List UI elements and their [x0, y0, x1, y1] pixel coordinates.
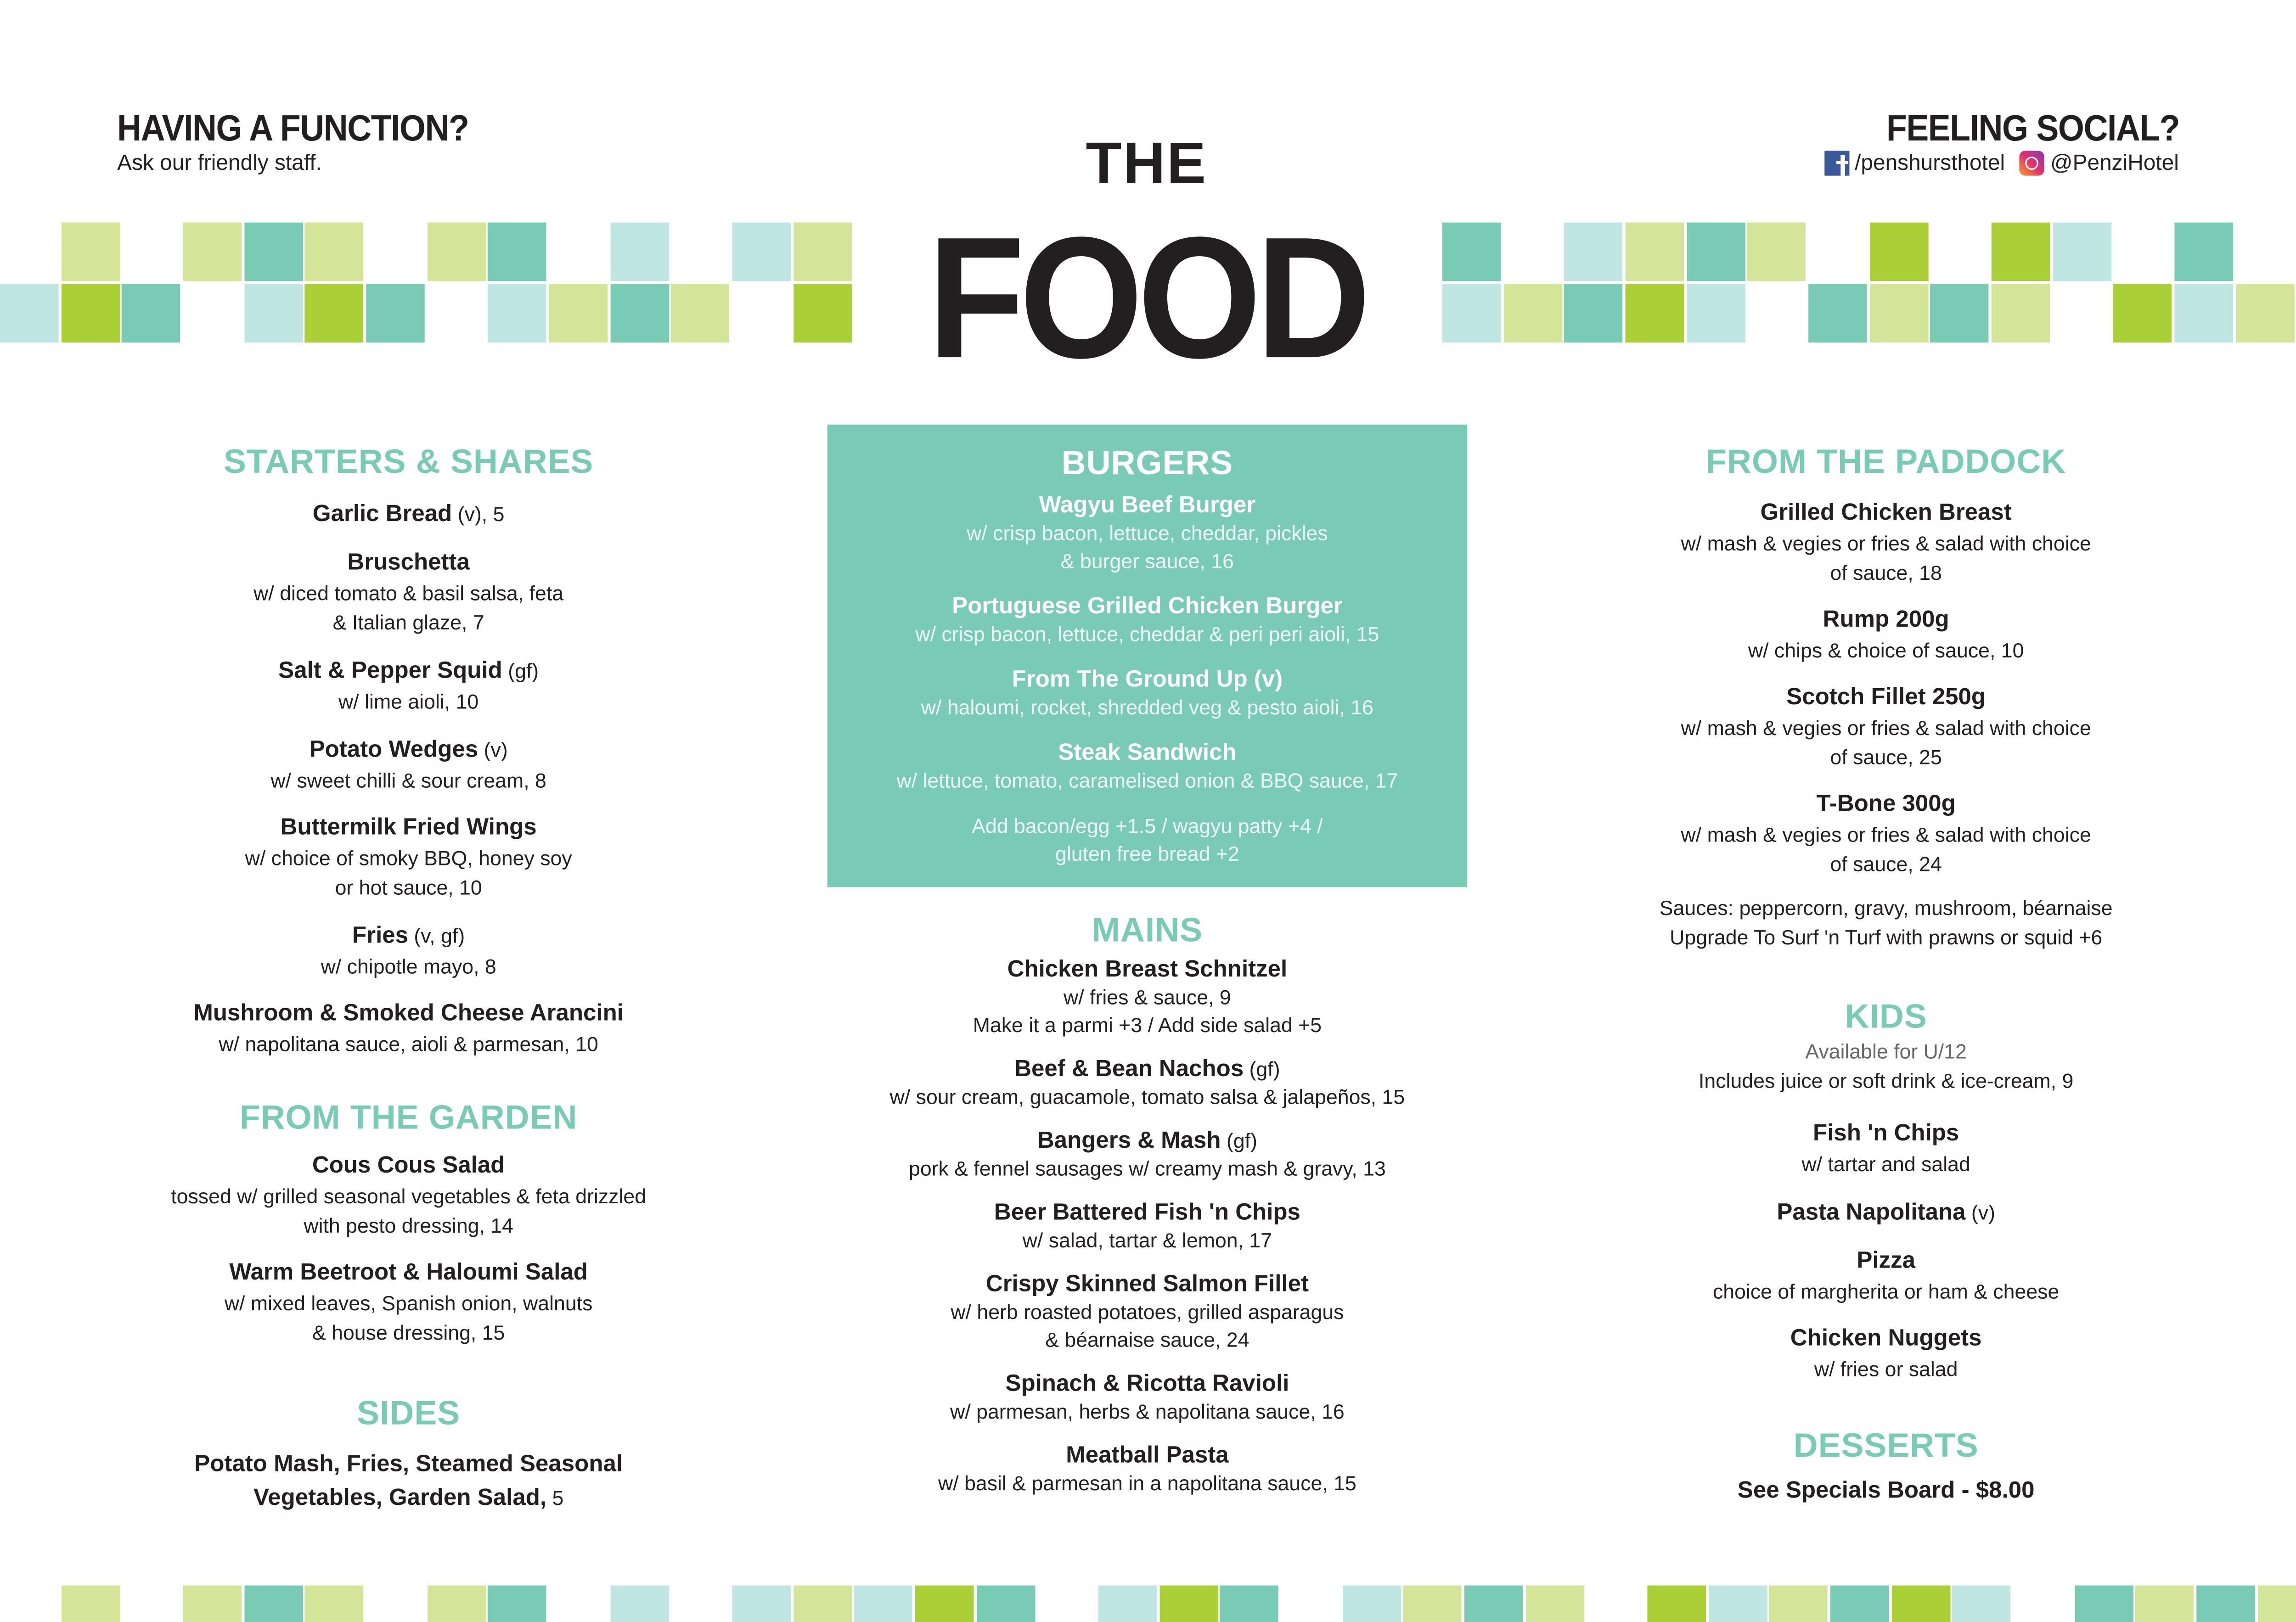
item-name: Salt & Pepper Squid: [278, 658, 502, 684]
menu-item: [116, 1152, 702, 1240]
surf-turf-note: Upgrade To Surf 'n Turf with prawns or squid +6: [1670, 925, 2103, 949]
tile: [732, 223, 791, 281]
function-block: [117, 108, 499, 176]
tile: [1403, 1585, 1462, 1622]
starters-section: [116, 441, 702, 1078]
item-name: Grilled Chicken Breast: [1760, 500, 2012, 526]
tile: [2235, 284, 2294, 343]
item-description: Make it a parmi +3 / Add side salad +5: [973, 1013, 1322, 1037]
item-description: of sauce, 18: [1830, 561, 1942, 584]
function-heading: HAVING A FUNCTION?: [117, 108, 469, 150]
tile: [61, 1585, 120, 1622]
desserts-text: See Specials Board - $8.00: [1737, 1478, 2035, 1504]
menu-item-list: [116, 499, 702, 1058]
item-description: w/ mixed leaves, Spanish onion, walnuts: [224, 1291, 593, 1315]
tile: [1808, 284, 1867, 343]
item-description: tossed w/ grilled seasonal vegetables & feta drizzled: [171, 1184, 647, 1208]
tile: [305, 1585, 364, 1622]
burger-extras: Add bacon/egg +1.5 / wagyu patty +4 /: [972, 814, 1323, 837]
title-the: THE: [1086, 131, 1208, 196]
social-heading: FEELING SOCIAL?: [1885, 108, 2179, 150]
menu-item: [116, 921, 702, 981]
menu-item: [116, 1000, 702, 1059]
item-description: w/ sweet chilli & sour cream, 8: [270, 769, 546, 792]
tile: [1953, 1585, 2011, 1622]
sauces-note: Sauces: peppercorn, gravy, mushroom, béarnaise: [1659, 896, 2113, 920]
menu-item: [1593, 606, 2179, 665]
tile: [427, 1585, 486, 1622]
menu-item: [1593, 684, 2179, 771]
tile: [610, 284, 669, 343]
menu-item: [116, 814, 702, 902]
tile: [2197, 1585, 2256, 1622]
tile: [671, 284, 730, 343]
menu-item-list: [1593, 499, 2179, 878]
item-description: w/ diced tomato & basil salsa, feta: [253, 581, 564, 605]
tile: [793, 1585, 852, 1622]
tile: [0, 284, 59, 343]
item-name: Rump 200g: [1823, 607, 1949, 633]
item-name: Wagyu Beef Burger: [1039, 493, 1256, 518]
tile: [1564, 223, 1623, 281]
tile: [305, 284, 364, 343]
title-food: FOOD: [928, 202, 1366, 395]
kids-section: [1593, 995, 2179, 1402]
tile: [488, 284, 547, 343]
item-name: T-Bone 300g: [1816, 792, 1956, 817]
item-name: Bruschetta: [347, 550, 470, 576]
tile: [488, 1585, 547, 1622]
menu-item: [827, 1370, 1468, 1426]
item-name: Beer Battered Fish 'n Chips: [994, 1200, 1300, 1226]
item-description: w/ chipotle mayo, 8: [321, 954, 496, 978]
tile: [1891, 1585, 1950, 1622]
item-name: Crispy Skinned Salmon Fillet: [985, 1272, 1309, 1297]
tile: [1525, 1585, 1584, 1622]
item-description: w/ herb roasted potatoes, grilled asparagus: [951, 1300, 1344, 1324]
tile: [793, 223, 852, 281]
section-title: SIDES: [357, 1393, 461, 1432]
sides-line: Potato Mash, Fries, Steamed Seasonal: [194, 1452, 623, 1477]
item-description: choice of margherita or ham & cheese: [1712, 1280, 2060, 1303]
item-description: w/ lettuce, tomato, caramelised onion & BBQ sauce, 17: [896, 769, 1398, 792]
tile: [366, 284, 425, 343]
sides-section: [116, 1392, 702, 1515]
tile: [2075, 1585, 2133, 1622]
tile: [2136, 1585, 2195, 1622]
tile: [305, 223, 364, 281]
tile: [1648, 1585, 1706, 1622]
instagram-handle[interactable]: @PenziHotel: [2050, 151, 2179, 176]
sides-price: 5: [546, 1486, 564, 1510]
menu-item: [827, 666, 1468, 722]
item-name: Mushroom & Smoked Cheese Arancini: [193, 1001, 624, 1027]
tile: [61, 284, 120, 343]
tile: [2257, 1585, 2296, 1622]
item-description: & béarnaise sauce, 24: [1045, 1328, 1249, 1352]
tile: [610, 1585, 669, 1622]
tile: [244, 223, 303, 281]
tile: [2174, 223, 2233, 281]
tile: [1830, 1585, 1889, 1622]
menu-item: [827, 1271, 1468, 1354]
social-block: [1824, 108, 2179, 176]
item-tag: (v): [478, 738, 508, 762]
section-title: DESSERTS: [1793, 1426, 1979, 1464]
menu-item: [827, 1442, 1468, 1498]
menu-item: [827, 739, 1468, 795]
tile: [1869, 223, 1928, 281]
item-name: Potato Wedges: [309, 738, 478, 763]
paddock-section: [1593, 441, 2179, 952]
item-name: Cous Cous Salad: [312, 1153, 505, 1179]
menu-item-list: [827, 956, 1468, 1498]
item-tag: (v, gf): [408, 924, 465, 948]
tile: [1159, 1585, 1218, 1622]
tile: [2114, 284, 2172, 343]
tile: [976, 1585, 1035, 1622]
tile: [793, 284, 852, 343]
tile: [1098, 1585, 1157, 1622]
tile: [1992, 284, 2050, 343]
menu-item: [116, 1259, 702, 1347]
item-description: of sauce, 25: [1830, 745, 1942, 769]
item-name: Portuguese Grilled Chicken Burger: [952, 594, 1343, 619]
menu-item: [1593, 1197, 2179, 1228]
facebook-handle[interactable]: /penshursthotel: [1855, 151, 2005, 176]
tile: [183, 223, 242, 281]
item-description: w/ sour cream, guacamole, tomato salsa & jalapeños, 15: [889, 1084, 1405, 1108]
tile: [1564, 284, 1623, 343]
item-description: w/ mash & vegies or fries & salad with choice: [1681, 531, 2091, 555]
menu-item: [1593, 1247, 2179, 1306]
item-description: with pesto dressing, 14: [304, 1213, 513, 1237]
item-description: w/ fries & sauce, 9: [1064, 985, 1231, 1009]
tile: [1626, 284, 1684, 343]
tile: [1992, 223, 2050, 281]
item-name: Chicken Nuggets: [1790, 1326, 1982, 1352]
item-description: pork & fennel sausages w/ creamy mash & gravy, 13: [908, 1156, 1386, 1180]
burger-extras: gluten free bread +2: [1055, 842, 1239, 865]
item-name: Spinach & Ricotta Ravioli: [1005, 1371, 1289, 1397]
item-name: Garlic Bread: [312, 502, 452, 527]
menu-item-list: [116, 1152, 702, 1347]
item-description: w/ crisp bacon, lettuce, cheddar & peri peri aioli, 15: [915, 622, 1379, 646]
section-title: FROM THE GARDEN: [239, 1098, 578, 1136]
tile: [1342, 1585, 1401, 1622]
tile: [1221, 1585, 1279, 1622]
tile: [2174, 284, 2233, 343]
menu-item: [116, 656, 702, 716]
tile: [244, 284, 303, 343]
item-description: w/ fries or salad: [1814, 1357, 1958, 1381]
item-description: w/ salad, tartar & lemon, 17: [1022, 1228, 1272, 1252]
section-title: MAINS: [1092, 910, 1203, 949]
item-description: w/ parmesan, herbs & napolitana sauce, 16: [950, 1399, 1345, 1423]
tile: [1747, 223, 1806, 281]
tile: [1442, 223, 1501, 281]
tile: [1869, 284, 1928, 343]
item-name: Beef & Bean Nachos: [1014, 1057, 1244, 1082]
item-name: Fries: [352, 924, 409, 949]
tile: [183, 1585, 242, 1622]
tile: [1769, 1585, 1828, 1622]
tile: [122, 284, 181, 343]
item-description: w/ tartar and salad: [1801, 1152, 1970, 1176]
tile: [1930, 284, 1989, 343]
tile: [854, 1585, 913, 1622]
menu-item: [1593, 791, 2179, 878]
menu-item: [1593, 1325, 2179, 1384]
item-tag: (gf): [502, 658, 539, 682]
item-name: Fish 'n Chips: [1813, 1121, 1959, 1146]
item-description: of sauce, 24: [1830, 852, 1942, 876]
mains-section: [827, 909, 1468, 1514]
item-tag: (v), 5: [452, 502, 505, 526]
item-description: & Italian glaze, 7: [332, 610, 484, 634]
menu-item: [827, 492, 1468, 575]
section-title: STARTERS & SHARES: [223, 442, 594, 480]
tile: [1503, 284, 1562, 343]
menu-item: [1593, 499, 2179, 587]
item-tag: (v): [1965, 1200, 1995, 1224]
tile: [915, 1585, 974, 1622]
menu-item: [827, 1127, 1468, 1183]
item-name: Scotch Fillet 250g: [1786, 685, 1986, 710]
page-title: [908, 129, 1385, 398]
item-name: From The Ground Up (v): [1012, 668, 1283, 693]
section-title: BURGERS: [1061, 443, 1233, 482]
item-name: Buttermilk Fried Wings: [280, 815, 537, 841]
section-title: FROM THE PADDOCK: [1706, 442, 2066, 480]
item-name: Chicken Breast Schnitzel: [1007, 957, 1288, 982]
item-name: Bangers & Mash: [1037, 1128, 1221, 1154]
tile: [244, 1585, 303, 1622]
item-description: w/ crisp bacon, lettuce, cheddar, pickles: [967, 521, 1328, 545]
item-name: Pizza: [1857, 1249, 1915, 1274]
instagram-icon[interactable]: [2020, 151, 2044, 175]
menu-item-list: [1593, 1120, 2179, 1383]
burgers-section: [827, 425, 1468, 887]
menu-item: [116, 549, 702, 637]
tile: [1709, 1585, 1767, 1622]
item-description: w/ napolitana sauce, aioli & parmesan, 10: [219, 1032, 598, 1056]
tile: [488, 223, 547, 281]
item-description: w/ mash & vegies or fries & salad with choice: [1681, 823, 2091, 847]
item-description: & burger sauce, 16: [1060, 549, 1234, 572]
item-description: w/ lime aioli, 10: [338, 689, 479, 713]
tile: [1626, 223, 1684, 281]
tile: [2053, 223, 2111, 281]
item-tag: (gf): [1244, 1057, 1280, 1081]
item-name: Warm Beetroot & Haloumi Salad: [229, 1260, 588, 1285]
tile: [732, 1585, 791, 1622]
sides-line: Vegetables, Garden Salad,: [253, 1486, 547, 1511]
facebook-icon[interactable]: [1824, 151, 1849, 175]
kids-includes: Includes juice or soft drink & ice-cream, 9: [1699, 1068, 2074, 1092]
tile: [1442, 284, 1501, 343]
item-name: Pasta Napolitana: [1777, 1200, 1966, 1226]
function-subtext: Ask our friendly staff.: [117, 151, 322, 176]
menu-item: [827, 593, 1468, 648]
menu-item: [1593, 1120, 2179, 1179]
item-name: Meatball Pasta: [1066, 1443, 1229, 1469]
item-description: w/ chips & choice of sauce, 10: [1748, 638, 2024, 662]
kids-availability: Available for U/12: [1805, 1039, 1967, 1063]
menu-item: [827, 1199, 1468, 1255]
tile: [1464, 1585, 1523, 1622]
item-tag: (gf): [1221, 1128, 1257, 1152]
item-description: & house dressing, 15: [312, 1320, 505, 1344]
garden-section: [116, 1096, 702, 1366]
desserts-section: [1593, 1425, 2179, 1507]
item-description: w/ basil & parmesan in a napolitana sauce, 15: [938, 1471, 1356, 1495]
tile: [1686, 223, 1745, 281]
item-description: w/ choice of smoky BBQ, honey soy: [245, 846, 572, 870]
tile: [549, 284, 608, 343]
item-description: or hot sauce, 10: [335, 875, 482, 899]
tile: [1686, 284, 1745, 343]
menu-item: [827, 1055, 1468, 1111]
menu-item: [827, 956, 1468, 1039]
menu-item: [116, 735, 702, 795]
menu-item-list: [827, 492, 1468, 795]
item-description: w/ mash & vegies or fries & salad with choice: [1681, 716, 2091, 740]
tile: [610, 223, 669, 281]
section-title: KIDS: [1845, 997, 1927, 1035]
menu-item: [116, 499, 702, 530]
tile: [61, 223, 120, 281]
item-description: w/ haloumi, rocket, shredded veg & pesto aioli, 16: [921, 695, 1373, 719]
tile: [427, 223, 486, 281]
item-name: Steak Sandwich: [1058, 741, 1237, 766]
